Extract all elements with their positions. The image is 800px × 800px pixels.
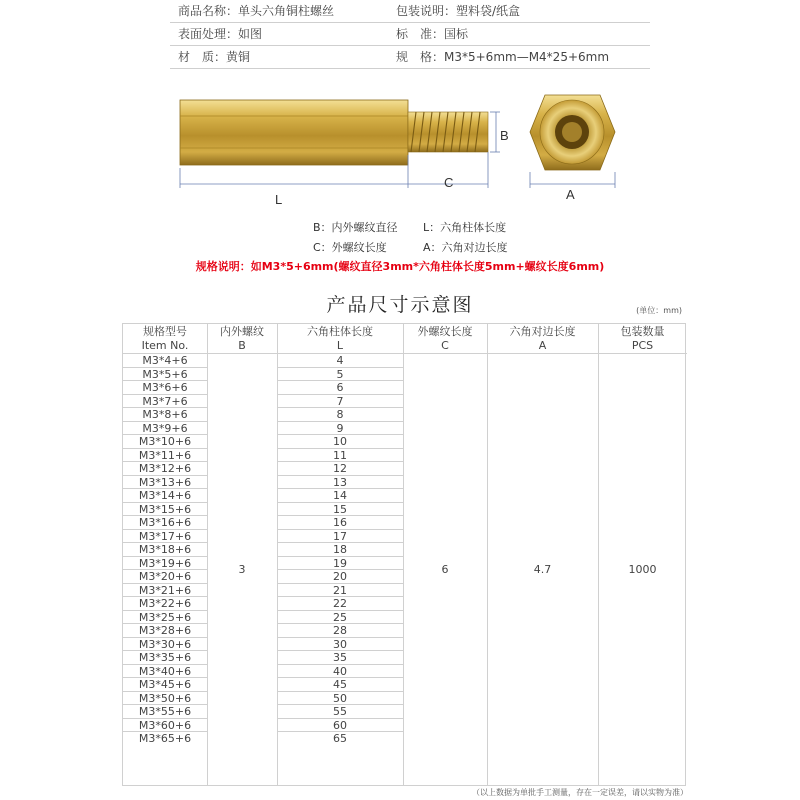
item-cell: M3*8+6 bbox=[123, 408, 207, 422]
legend-b: B：内外螺纹直径 bbox=[313, 221, 398, 234]
legend-row-2 bbox=[313, 238, 613, 258]
dim-label-l: L bbox=[275, 192, 283, 207]
spec-note: 规格说明：如M3*5+6mm(螺纹直径3mm*六角柱体长度5mm+螺纹长度6mm) bbox=[195, 260, 605, 273]
a-value: 4.7 bbox=[533, 563, 552, 576]
item-cell: M3*14+6 bbox=[123, 489, 207, 503]
info-row-3 bbox=[170, 46, 650, 69]
length-cell: 8 bbox=[277, 408, 403, 422]
length-cell: 50 bbox=[277, 692, 403, 706]
surface-treatment: 表面处理：如图 bbox=[178, 27, 263, 41]
length-cell: 60 bbox=[277, 719, 403, 733]
item-cell: M3*10+6 bbox=[123, 435, 207, 449]
length-cell: 12 bbox=[277, 462, 403, 476]
dim-label-a: A bbox=[566, 187, 575, 202]
item-cell: M3*65+6 bbox=[138, 732, 192, 745]
header-c: 外螺纹长度 C bbox=[417, 325, 473, 352]
item-cell: M3*45+6 bbox=[123, 678, 207, 692]
footnote: （以上数据为单批手工测量，存在一定误差，请以实物为准） bbox=[472, 788, 688, 797]
dim-label-b: B bbox=[500, 128, 509, 143]
item-cell: M3*12+6 bbox=[123, 462, 207, 476]
product-name: 商品名称：单头六角铜柱螺丝 bbox=[178, 4, 335, 18]
item-cell: M3*30+6 bbox=[123, 638, 207, 652]
length-cell: 25 bbox=[277, 611, 403, 625]
length-cell: 13 bbox=[277, 476, 403, 490]
hex-body bbox=[180, 100, 408, 165]
item-cell: M3*16+6 bbox=[123, 516, 207, 530]
length-cell: 21 bbox=[277, 584, 403, 598]
header-item: 规格型号 Item No. bbox=[141, 325, 189, 352]
length-cell: 40 bbox=[277, 665, 403, 679]
length-cell: 20 bbox=[277, 570, 403, 584]
item-cell: M3*25+6 bbox=[123, 611, 207, 625]
header-a: 六角对边长度 A bbox=[509, 325, 576, 352]
length-cell: 6 bbox=[277, 381, 403, 395]
item-cell: M3*18+6 bbox=[123, 543, 207, 557]
hex-end-view bbox=[530, 95, 615, 170]
item-cell: M3*19+6 bbox=[123, 557, 207, 571]
legend-a: A：六角对边长度 bbox=[423, 241, 508, 254]
length-cell: 9 bbox=[277, 422, 403, 436]
product-info bbox=[170, 0, 650, 69]
header-b: 内外螺纹 B bbox=[220, 325, 264, 352]
unit-note: (单位：mm) bbox=[636, 306, 682, 315]
standard-info: 标 准：国标 bbox=[396, 27, 469, 41]
length-cell: 17 bbox=[277, 530, 403, 544]
length-cell: 5 bbox=[277, 368, 403, 382]
c-value: 6 bbox=[441, 563, 449, 576]
length-cell: 28 bbox=[277, 624, 403, 638]
item-cell: M3*13+6 bbox=[123, 476, 207, 490]
item-cell: M3*5+6 bbox=[123, 368, 207, 382]
spec-range: 规 格：M3*5+6mm—M4*25+6mm bbox=[396, 50, 610, 64]
size-table bbox=[122, 323, 686, 786]
length-cell: 35 bbox=[277, 651, 403, 665]
item-cell: M3*9+6 bbox=[123, 422, 207, 436]
length-cell: 65 bbox=[333, 732, 347, 745]
legend-c: C：外螺纹长度 bbox=[313, 241, 387, 254]
dimension-legend bbox=[313, 218, 613, 258]
thread-stud bbox=[408, 112, 488, 152]
item-cell: M3*35+6 bbox=[123, 651, 207, 665]
length-cell: 30 bbox=[277, 638, 403, 652]
item-cell: M3*21+6 bbox=[123, 584, 207, 598]
legend-row-1 bbox=[313, 218, 613, 238]
length-cell: 19 bbox=[277, 557, 403, 571]
item-cell: M3*6+6 bbox=[123, 381, 207, 395]
item-cell: M3*11+6 bbox=[123, 449, 207, 463]
length-cell: 55 bbox=[277, 705, 403, 719]
item-cell: M3*60+6 bbox=[123, 719, 207, 733]
info-row-1 bbox=[170, 0, 650, 23]
item-cell: M3*7+6 bbox=[123, 395, 207, 409]
item-cell: M3*4+6 bbox=[123, 354, 207, 368]
item-cell: M3*17+6 bbox=[123, 530, 207, 544]
info-row-2 bbox=[170, 23, 650, 46]
length-cell: 7 bbox=[277, 395, 403, 409]
legend-l: L：六角柱体长度 bbox=[423, 221, 507, 234]
length-cell: 10 bbox=[277, 435, 403, 449]
item-cell: M3*20+6 bbox=[123, 570, 207, 584]
length-cell: 18 bbox=[277, 543, 403, 557]
length-cell: 16 bbox=[277, 516, 403, 530]
header-pcs: 包装数量 PCS bbox=[620, 325, 665, 352]
length-cell: 4 bbox=[277, 354, 403, 368]
table-title: 产品尺寸示意图 bbox=[326, 294, 474, 316]
item-column bbox=[123, 354, 207, 746]
b-value: 3 bbox=[238, 563, 246, 576]
length-cell: 15 bbox=[277, 503, 403, 517]
item-cell: M3*55+6 bbox=[123, 705, 207, 719]
length-cell: 22 bbox=[277, 597, 403, 611]
item-cell: M3*50+6 bbox=[123, 692, 207, 706]
item-cell: M3*28+6 bbox=[123, 624, 207, 638]
pcs-value: 1000 bbox=[628, 563, 657, 576]
length-cell: 14 bbox=[277, 489, 403, 503]
dim-label-c: C bbox=[444, 175, 454, 190]
standoff-diagram bbox=[0, 80, 800, 220]
length-column bbox=[277, 354, 403, 746]
item-cell: M3*40+6 bbox=[123, 665, 207, 679]
item-cell: M3*22+6 bbox=[123, 597, 207, 611]
package-info: 包装说明：塑料袋/纸盒 bbox=[396, 4, 521, 18]
length-cell: 11 bbox=[277, 449, 403, 463]
length-cell: 45 bbox=[277, 678, 403, 692]
item-cell: M3*15+6 bbox=[123, 503, 207, 517]
header-l: 六角柱体长度 L bbox=[307, 325, 373, 352]
material-info: 材 质：黄铜 bbox=[178, 50, 251, 64]
